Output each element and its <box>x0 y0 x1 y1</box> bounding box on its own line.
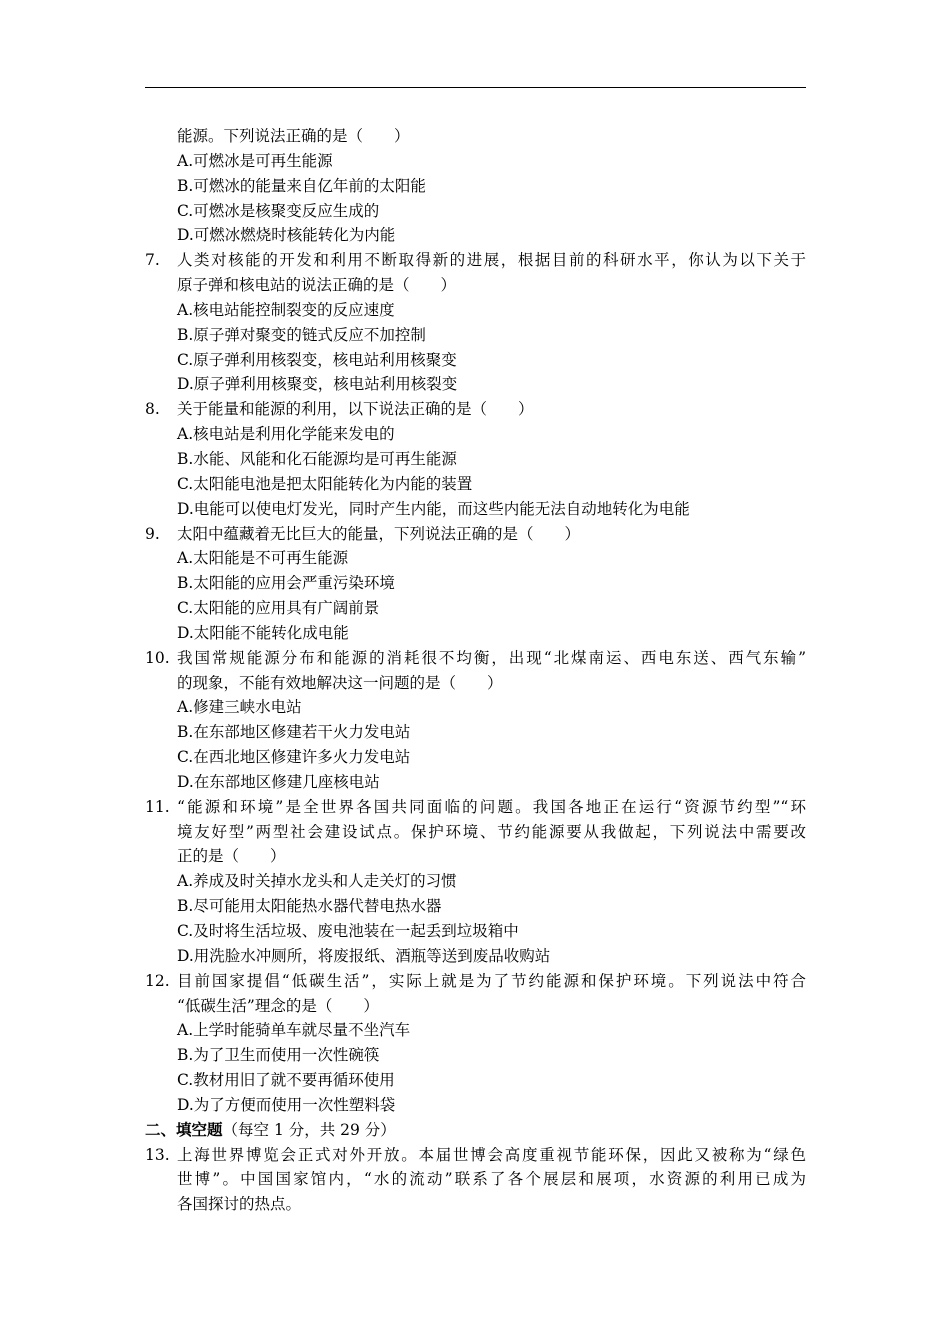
section-2-title: 二、填空题 <box>145 1119 223 1139</box>
question-11-stem-line-2: 境友好型”两型社会建设试点。保护环境、节约能源要从我做起，下列说法中需要改 <box>177 822 806 841</box>
question-8-option-c: C.太阳能电池是把太阳能转化为内能的装置 <box>177 474 473 493</box>
question-10 <box>145 646 806 795</box>
question-8-stem: 关于能量和能源的利用，以下说法正确的是（ ） <box>177 400 534 419</box>
question-7-option-a: A.核电站能控制裂变的反应速度 <box>177 300 395 319</box>
question-7-stem-line-2: 原子弹和核电站的说法正确的是（ ） <box>177 276 457 295</box>
question-6-option-c: C.可燃冰是核聚变反应生成的 <box>177 201 380 220</box>
question-9-option-c: C.太阳能的应用具有广阔前景 <box>177 599 380 618</box>
question-number: 13. <box>145 1145 170 1164</box>
question-7-option-c: C.原子弹利用核裂变，核电站利用核聚变 <box>177 350 457 369</box>
question-10-option-a: A.修建三峡水电站 <box>177 698 302 717</box>
question-11-option-d: D.用洗脸水冲厕所，将废报纸、酒瓶等送到废品收购站 <box>177 946 551 965</box>
question-10-option-b: B.在东部地区修建若干火力发电站 <box>177 723 411 742</box>
question-number: 7. <box>145 251 160 270</box>
question-10-option-d: D.在东部地区修建几座核电站 <box>177 772 380 791</box>
question-12 <box>145 969 806 1118</box>
question-9-option-a: A.太阳能是不可再生能源 <box>177 549 349 568</box>
question-11-stem-line-3: 正的是（ ） <box>177 847 286 866</box>
question-8-option-d: D.电能可以使电灯发光，同时产生内能，而这些内能无法自动地转化为电能 <box>177 499 690 518</box>
question-9-stem: 太阳中蕴藏着无比巨大的能量，下列说法正确的是（ ） <box>177 524 581 543</box>
question-13-stem-line-2: 世博”。中国国家馆内，“水的流动”联系了各个展层和展项，水资源的利用已成为 <box>177 1170 806 1189</box>
exam-content <box>145 124 806 1217</box>
question-11-option-c: C.及时将生活垃圾、废电池装在一起丢到垃圾箱中 <box>177 922 519 940</box>
question-10-stem-line-2: 的现象，不能有效地解决这一问题的是（ ） <box>177 673 503 692</box>
section-2-heading <box>145 1118 806 1143</box>
question-11 <box>145 795 806 969</box>
question-6-option-b: B.可燃冰的能量来自亿年前的太阳能 <box>177 176 426 195</box>
question-10-option-c: C.在西北地区修建许多火力发电站 <box>177 748 411 767</box>
question-11-option-a: A.养成及时关掉水龙头和人走关灯的习惯 <box>177 872 457 891</box>
section-2-score-note: （每空 1 分，共 29 分） <box>222 1120 396 1139</box>
question-number: 10. <box>145 648 170 667</box>
question-number: 8. <box>145 400 160 419</box>
question-12-option-a: A.上学时能骑单车就尽量不坐汽车 <box>177 1021 411 1040</box>
question-7-stem-line-1: 人类对核能的开发和利用不断取得新的进展，根据目前的科研水平，你认为以下关于 <box>177 251 806 270</box>
question-12-option-c: C.教材用旧了就不要再循环使用 <box>177 1071 395 1090</box>
question-13-stem-line-1: 上海世界博览会正式对外开放。本届世博会高度重视节能环保，因此又被称为“绿色 <box>177 1145 806 1164</box>
question-number: 12. <box>145 971 170 990</box>
question-8 <box>145 397 806 521</box>
question-11-option-b: B.尽可能用太阳能热水器代替电热水器 <box>177 897 442 916</box>
question-9-option-d: D.太阳能不能转化成电能 <box>177 623 349 642</box>
question-8-option-a: A.核电站是利用化学能来发电的 <box>177 425 395 444</box>
question-10-stem-line-1: 我国常规能源分布和能源的消耗很不均衡，出现“北煤南运、西电东送、西气东输” <box>177 648 806 667</box>
question-12-stem-line-2: “低碳生活”理念的是（ ） <box>177 996 379 1015</box>
question-12-option-b: B.为了卫生而使用一次性碗筷 <box>177 1046 380 1065</box>
question-9 <box>145 522 806 646</box>
question-7-option-d: D.原子弹利用核聚变，核电站利用核裂变 <box>177 375 458 394</box>
question-6-option-d: D.可燃冰燃烧时核能转化为内能 <box>177 226 396 245</box>
question-number: 11. <box>145 797 170 816</box>
question-9-option-b: B.太阳能的应用会严重污染环境 <box>177 574 395 593</box>
question-8-option-b: B.水能、风能和化石能源均是可再生能源 <box>177 449 457 468</box>
question-6-stem: 能源。下列说法正确的是（ ） <box>177 127 410 145</box>
question-number: 9. <box>145 524 160 543</box>
question-6-option-a: A.可燃冰是可再生能源 <box>177 151 333 170</box>
question-13-stem-line-3: 各国探讨的热点。 <box>177 1195 302 1214</box>
question-11-stem-line-1: “能源和环境”是全世界各国共同面临的问题。我国各地正在运行“资源节约型”“环 <box>177 797 806 816</box>
question-7-option-b: B.原子弹对聚变的链式反应不加控制 <box>177 325 426 344</box>
question-12-option-d: D.为了方便而使用一次性塑料袋 <box>177 1095 396 1114</box>
question-7 <box>145 248 806 397</box>
header-rule <box>145 87 806 88</box>
question-12-stem-line-1: 目前国家提倡“低碳生活”，实际上就是为了节约能源和保护环境。下列说法中符合 <box>177 971 806 990</box>
question-13 <box>145 1143 806 1218</box>
question-6 <box>145 124 806 248</box>
